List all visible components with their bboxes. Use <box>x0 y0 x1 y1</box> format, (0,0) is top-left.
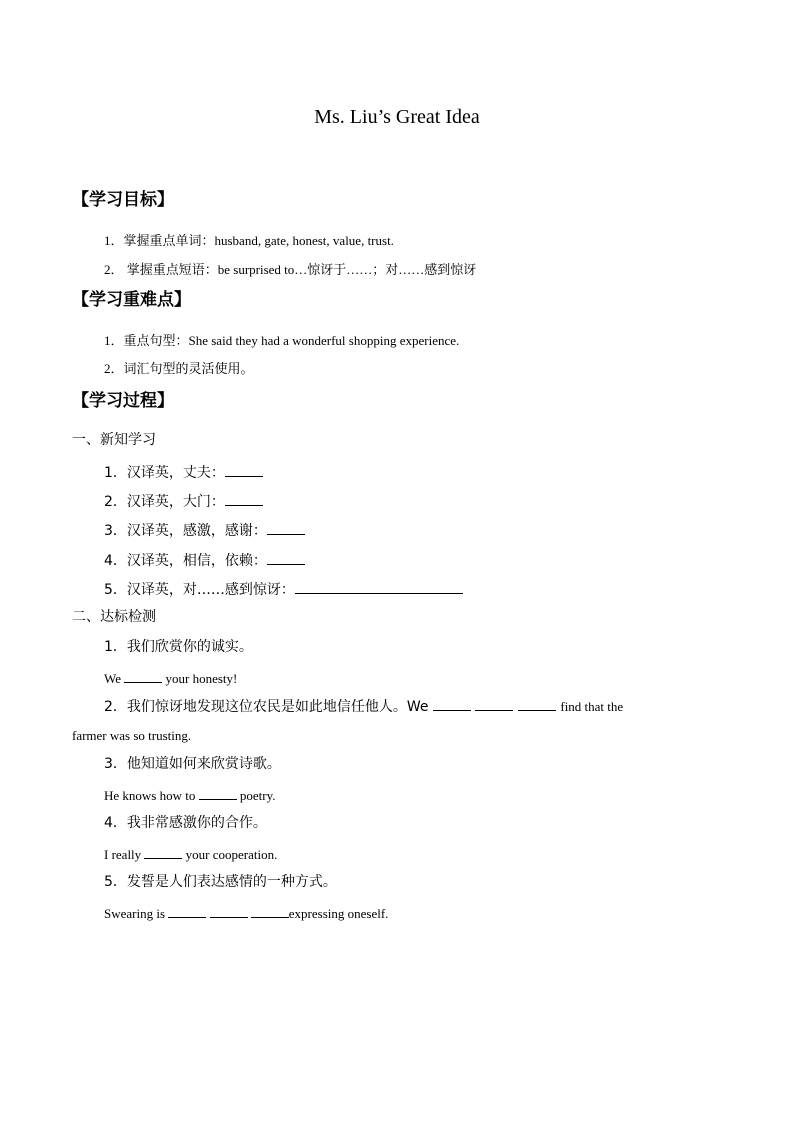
question-5-chinese: 5．发誓是人们表达感情的一种方式。 <box>104 874 337 890</box>
section-heading-learning-process: 【学习过程】 <box>72 391 174 411</box>
answer-blank[interactable] <box>475 696 513 711</box>
answer-blank[interactable] <box>295 579 463 594</box>
answer-blank[interactable] <box>168 903 206 918</box>
question-1-chinese: 1．我们欣赏你的诚实。 <box>104 639 253 655</box>
answer-blank[interactable] <box>251 903 289 918</box>
vocab-item-2: 2．汉译英，大门： <box>104 491 263 511</box>
part-label-new-knowledge: 一、新知学习 <box>72 432 156 448</box>
vocab-item-1: 1．汉译英，丈夫： <box>104 462 263 482</box>
goal-item-1: 1．掌握重点单词：husband, gate, honest, value, trust. <box>104 233 394 248</box>
section-heading-learning-goals: 【学习目标】 <box>72 190 174 210</box>
key-point-item-1: 1．重点句型：She said they had a wonderful shopping experience. <box>104 333 460 348</box>
question-1-english: We your honesty! <box>104 668 237 688</box>
key-point-item-2: 2．词汇句型的灵活使用。 <box>104 361 254 376</box>
question-3-english: He knows how to poetry. <box>104 785 275 805</box>
question-2: 2．我们惊讶地发现这位农民是如此地信任他人。We find that the <box>104 696 623 716</box>
vocab-item-4: 4．汉译英，相信，依赖： <box>104 550 305 570</box>
section-heading-key-points: 【学习重难点】 <box>72 290 191 310</box>
vocab-item-5: 5．汉译英，对……感到惊讶： <box>104 579 463 599</box>
question-3-chinese: 3．他知道如何来欣赏诗歌。 <box>104 756 281 772</box>
answer-blank[interactable] <box>225 462 263 477</box>
question-4-english: I really your cooperation. <box>104 844 277 864</box>
answer-blank[interactable] <box>225 491 263 506</box>
answer-blank[interactable] <box>124 668 162 683</box>
question-4-chinese: 4．我非常感激你的合作。 <box>104 815 267 831</box>
question-2-continued: farmer was so trusting. <box>72 728 192 743</box>
answer-blank[interactable] <box>267 520 305 535</box>
answer-blank[interactable] <box>267 550 305 565</box>
vocab-item-3: 3．汉译英，感激，感谢： <box>104 520 305 540</box>
part-label-assessment: 二、达标检测 <box>72 609 156 625</box>
answer-blank[interactable] <box>199 785 237 800</box>
answer-blank[interactable] <box>518 696 556 711</box>
goal-item-2: 2． 掌握重点短语：be surprised to…惊讶于……；对……感到惊讶 <box>104 262 477 277</box>
answer-blank[interactable] <box>433 696 471 711</box>
document-title: Ms. Liu’s Great Idea <box>314 106 480 128</box>
answer-blank[interactable] <box>144 844 182 859</box>
answer-blank[interactable] <box>210 903 248 918</box>
question-5-english: Swearing is expressing oneself. <box>104 903 388 923</box>
